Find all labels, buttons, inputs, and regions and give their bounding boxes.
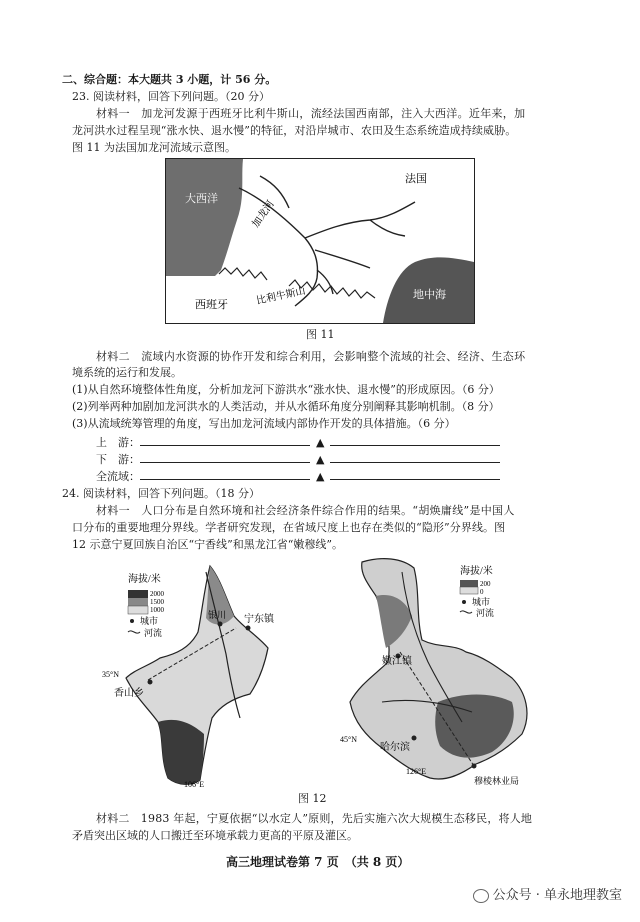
ningxia-map: [102, 558, 308, 790]
legend-swatch-2000: [128, 590, 148, 598]
legend-elevation-title-2: 海拔/米: [460, 566, 493, 577]
label-atlantic: 大西洋: [185, 193, 218, 205]
legend-river-label: 河流: [144, 628, 163, 638]
city-xiangshan-marker: [148, 680, 153, 685]
city-harbin-marker: [412, 736, 417, 741]
label-yinchuan: 银川: [208, 610, 227, 620]
q23-subquestion-2: (2)列举两种加剧加龙河洪水的人类活动，并从水循环角度分别阐释其影响机制。（8 分）: [72, 400, 500, 413]
blank-downstream-mark: ▲: [316, 453, 325, 466]
label-france: 法国: [405, 173, 427, 185]
q23-material2-line2: 境系统的运行和发展。: [72, 366, 182, 379]
city-muleng-marker: [472, 764, 477, 769]
heilongjiang-legend: [460, 564, 494, 618]
label-muleng: 穆棱林业局: [474, 776, 520, 786]
label-mediterranean: 地中海: [413, 289, 446, 301]
blank-downstream-label: 下 游：: [96, 453, 140, 466]
label-garonne: 加龙河: [250, 198, 277, 230]
lat-45n: 45°N: [340, 735, 357, 744]
legend-river-icon: [128, 631, 140, 633]
ningxia-high-terrain: [158, 720, 204, 784]
q24-material1-line3: 12 示意宁夏回族自治区“宁香线”和黑龙江省“嫩穆线”。: [72, 538, 343, 551]
legend-city-label: 城市: [140, 616, 159, 626]
ningxia-legend: [128, 572, 165, 638]
q23-material1-line1: 材料一 加龙河发源于西班牙比利牛斯山，流经法国西南部，注入大西洋。近年来，加: [96, 107, 526, 120]
legend-value-200: 200: [480, 580, 491, 588]
label-ningdong: 宁东镇: [244, 614, 274, 625]
wechat-icon: [473, 889, 489, 903]
legend-swatch-1500: [128, 598, 148, 606]
q23-title: 23. 阅读材料，回答下列问题。（20 分）: [72, 90, 270, 103]
watermark: [473, 884, 622, 903]
figure-11-caption: 图 11: [306, 328, 335, 341]
heilongjiang-outline: [350, 559, 527, 779]
legend-river-label-2: 河流: [476, 608, 495, 618]
q24-material1-line1: 材料一 人口分布是自然环境和社会经济条件综合作用的结果。“胡焕庸线”是中国人: [96, 504, 515, 517]
q24-material2-line1: 材料二 1983 年起，宁夏依据“以水定人”原则，先后实施六次大规模生态移民，将人地: [96, 812, 533, 825]
q24-material1-line2: 口分布的重要地理分界线。学者研究发现，在省域尺度上也存在类似的“隐形”分界线。图: [72, 521, 506, 534]
label-pyrenees: 比利牛斯山: [255, 285, 307, 307]
blank-upstream-mark: ▲: [316, 436, 325, 449]
label-xiangshan: 香山乡: [114, 688, 144, 699]
blank-whole-basin-label: 全流域：: [96, 470, 140, 483]
lon-106e: 106°E: [184, 780, 205, 789]
legend-value-1000: 1000: [150, 606, 164, 614]
q23-subquestion-1: (1)从自然环境整体性角度，分析加龙河下游洪水“涨水快、退水慢”的形成原因。（6 分）: [72, 383, 500, 396]
legend-swatch-200: [460, 580, 478, 587]
legend-elevation-title: 海拔/米: [128, 574, 161, 585]
blank-upstream-label: 上 游：: [96, 436, 140, 449]
heilongjiang-map: [342, 552, 548, 790]
lat-35n: 35°N: [102, 670, 119, 679]
city-yinchuan-marker: [218, 622, 223, 627]
legend-city-label-2: 城市: [472, 597, 491, 607]
label-spain: 西班牙: [195, 299, 228, 311]
legend-river-icon-2: [460, 611, 472, 613]
q23-subquestion-3: (3)从流域统筹管理的角度，写出加龙河流域内部协作开发的具体措施。（6 分）: [72, 417, 456, 430]
label-harbin: 哈尔滨: [380, 742, 410, 753]
q23-material1-line3: 图 11 为法国加龙河流域示意图。: [72, 141, 236, 154]
legend-value-1500: 1500: [150, 598, 164, 606]
legend-city-icon: [130, 619, 134, 623]
page-footer: 高三地理试卷第 7 页 （共 8 页）: [226, 855, 410, 869]
q23-material2-line1: 材料二 流域内水资源的协作开发和综合利用，会影响整个流域的社会、经济、生态环: [96, 350, 526, 363]
q24-material2-line2: 矛盾突出区域的人口搬迁至环境承载力更高的平原及灌区。: [72, 829, 358, 842]
label-nenjiang: 嫩江镇: [382, 656, 412, 667]
legend-value-0: 0: [480, 588, 484, 596]
lon-126e: 126°E: [406, 767, 427, 776]
blank-whole-basin: [96, 468, 500, 484]
city-ningdong-marker: [246, 626, 251, 631]
figure-12-caption: 图 12: [298, 792, 327, 805]
legend-swatch-1000: [128, 606, 148, 614]
q24-title: 24. 阅读材料，回答下列问题。（18 分）: [62, 487, 260, 500]
blank-downstream: [96, 451, 500, 467]
blank-whole-basin-mark: ▲: [316, 470, 325, 483]
q23-material1-line2: 龙河洪水过程呈现“涨水快、退水慢”的特征，对沿岸城市、农田及生态系统造成持续威胁。: [72, 124, 517, 137]
section-header: 二、综合题：本大题共 3 小题，计 56 分。: [62, 73, 277, 86]
legend-value-2000: 2000: [150, 590, 164, 598]
legend-city-icon-2: [462, 600, 466, 604]
watermark-text: 公众号 · 单永地理教室: [492, 888, 622, 903]
garonne-basin-map: [165, 158, 475, 324]
blank-upstream: [96, 434, 500, 450]
legend-swatch-0: [460, 587, 478, 594]
